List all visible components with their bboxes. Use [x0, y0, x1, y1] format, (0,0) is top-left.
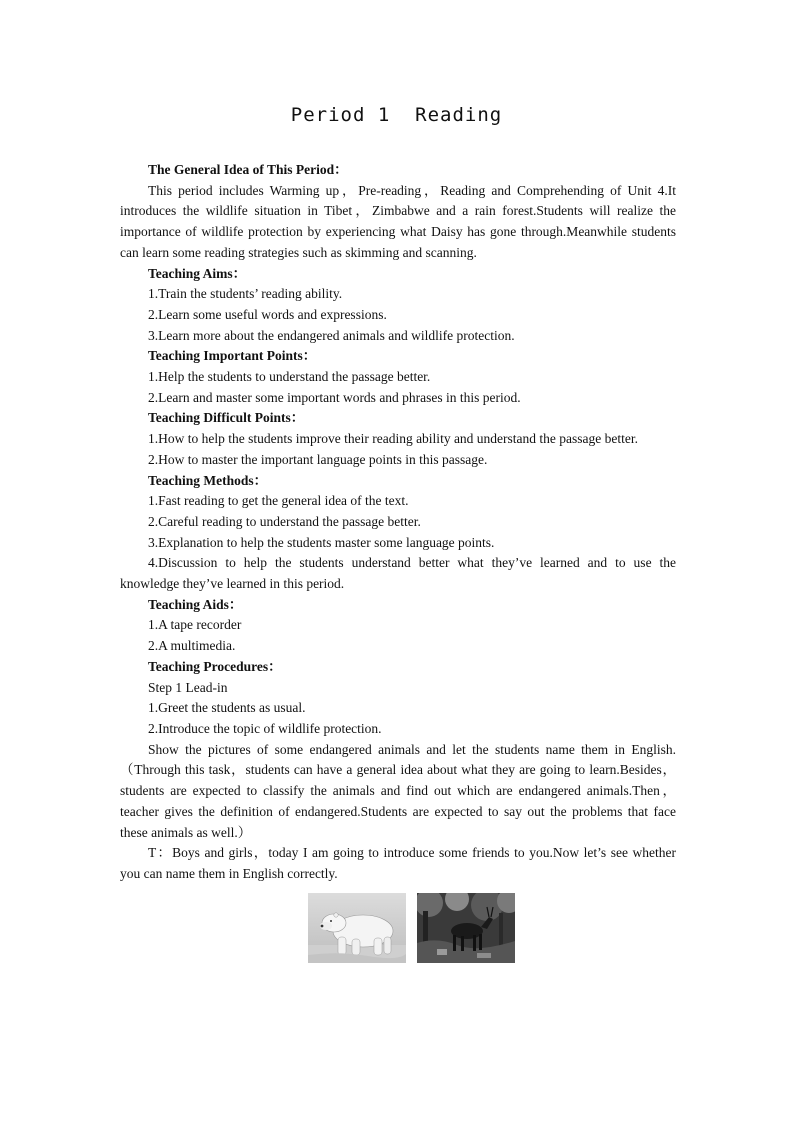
important-item: 1.Help the students to understand the passage better. [148, 369, 431, 385]
difficult-item: 2.How to master the important language points in this passage. [148, 451, 488, 467]
general-idea-text: This period includes Warming up，Pre-reading，Reading and Comprehending of Unit 4.It introduces the wildlife situation in Tibet，Zimbabwe and a rain forest.Students will realize the importance of wildlife protection by experiencing what Daisy has gone through.Meanwhile students can learn some reading strategies such as skimming and scanning. [120, 182, 676, 260]
document-body [120, 160, 676, 885]
procedure-paragraph: Show the pictures of some endangered animals and let the students name them in English.（Through this task，students can have a general idea about what they are going to learn.Besides，students are expected to classify the animals and find out which are endangered animals.Then，teacher gives the definition of endangered.Students are expected to say out the problems that face these animals as well.） [120, 741, 676, 840]
methods-item: 3.Explanation to help the students master some language points. [148, 534, 495, 550]
teaching-aims-heading: Teaching Aims： [148, 265, 247, 281]
aids-item: 2.A multimedia. [148, 638, 236, 654]
teacher-dialogue: T：Boys and girls，today I am going to introduce some friends to you.Now let’s see whether you can name them in English correctly. [120, 845, 676, 881]
page-title: Period 1 Reading [290, 104, 503, 126]
step-heading: Step 1 Lead-in [148, 679, 228, 695]
aims-item: 3.Learn more about the endangered animals and wildlife protection. [148, 327, 515, 343]
polar-bear-photo [308, 893, 406, 963]
difficult-item: 1.How to help the students improve their reading ability and understand the passage better. [148, 431, 639, 447]
methods-item: 1.Fast reading to get the general idea of the text. [148, 493, 409, 509]
teaching-procedures-heading: Teaching Procedures： [148, 658, 282, 674]
aims-item: 2.Learn some useful words and expressions. [148, 306, 387, 322]
important-points-heading: Teaching Important Points： [148, 348, 317, 364]
methods-item: 2.Careful reading to understand the passage better. [148, 513, 421, 529]
teaching-methods-heading: Teaching Methods： [148, 472, 268, 488]
important-item: 2.Learn and master some important words and phrases in this period. [148, 389, 521, 405]
general-idea-heading: The General Idea of This Period： [148, 162, 348, 177]
methods-item: 4.Discussion to help the students understand better what they’ve learned and to use the knowledge they’ve learned in this period. [120, 555, 676, 592]
difficult-points-heading: Teaching Difficult Points： [148, 410, 305, 426]
procedure-item: 2.Introduce the topic of wildlife protection. [148, 720, 382, 736]
animal-pictures [308, 893, 518, 963]
procedure-item: 1.Greet the students as usual. [148, 700, 306, 716]
aids-item: 1.A tape recorder [148, 617, 242, 633]
aims-item: 1.Train the students’ reading ability. [148, 286, 343, 302]
antelope-in-forest-photo [417, 893, 515, 963]
teaching-aids-heading: Teaching Aids： [148, 596, 243, 612]
